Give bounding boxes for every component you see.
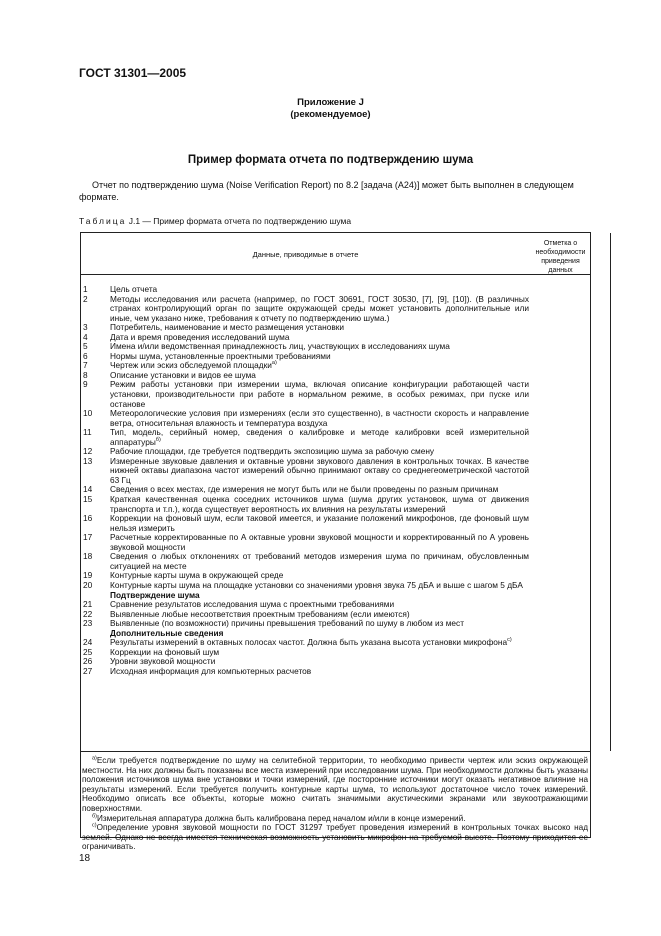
row-text: Нормы шума, установленные проектными требованиями xyxy=(110,350,331,361)
table-caption-text: J.1 — Пример формата отчета по подтверждению шума xyxy=(128,216,352,226)
row-number: 3 xyxy=(83,322,88,333)
row-text: Имена и/или ведомственная принадлежность лиц, участвующих в исследованиях шума xyxy=(110,341,450,352)
row-number: 20 xyxy=(83,579,93,590)
table-row xyxy=(83,457,529,486)
row-number: 25 xyxy=(83,646,93,657)
section-heading: Подтверждение шума xyxy=(110,589,200,600)
footnote-ref: с) xyxy=(507,637,512,644)
row-number: 12 xyxy=(83,446,93,457)
row-number: 23 xyxy=(83,618,93,629)
document-id: ГОСТ 31301—2005 xyxy=(79,66,187,80)
table-row xyxy=(83,514,529,533)
column-header-data: Данные, приводимые в отчете xyxy=(252,250,359,259)
row-text: Сведения о любых отклонениях от требований методов измерения шума по причинам, обусловленным ситуацией на месте xyxy=(110,551,529,571)
row-number: 22 xyxy=(83,608,93,619)
footnote xyxy=(82,814,588,824)
table-row xyxy=(83,667,529,677)
page-heading: Пример формата отчета по подтверждению шума xyxy=(187,154,474,166)
row-text: Контурные карты шума на площадке установки со значениями уровня звука 75 дБА и выше с шагом 5 дБА xyxy=(110,579,523,590)
row-number: 6 xyxy=(83,350,88,361)
row-text: Контурные карты шума в окружающей среде xyxy=(110,570,284,581)
row-text: Методы исследования или расчета (например, по ГОСТ 30691, ГОСТ 30530, [7], [9], [10]). (В различных странах контролирующий орган по защите окружающей среды может установить дополнительные или иные, чем указано ниже, требования к отчету по подтверждению шума.) xyxy=(110,293,529,323)
appendix-title: Приложение J xyxy=(297,97,364,108)
row-text: Чертеж или эскиз обследуемой площадки$^{а)}$ xyxy=(110,360,277,371)
row-text: Тип, модель, серийный номер, сведения о калибровке и методе калибровки всей измерительной аппаратуры$^{б)}$ xyxy=(110,427,529,447)
row-number: 11 xyxy=(83,427,92,438)
appendix-label xyxy=(0,97,661,121)
row-text: Сведения о всех местах, где измерения не могут быть или не были проведены по разным причинам xyxy=(110,484,499,495)
footnote-mark: а) xyxy=(92,755,97,762)
row-number: 10 xyxy=(83,408,93,419)
row-number: 24 xyxy=(83,637,93,648)
row-number: 21 xyxy=(83,599,93,610)
header-divider xyxy=(81,274,590,275)
row-number: 8 xyxy=(83,369,88,380)
footnote-ref: б) xyxy=(155,436,161,443)
table-row xyxy=(83,533,529,552)
row-number: 13 xyxy=(83,455,93,466)
intro-paragraph: Отчет по подтверждению шума (Noise Verification Report) по 8.2 [задача (А24)] может быть выполнен в следующем формате. xyxy=(79,180,574,202)
row-number: 19 xyxy=(83,570,93,581)
row-text: Краткая качественная оценка соседних источников шума (шума других установок, шума от движения транспорта и т.п.), когда существует вероятность их влияния на результаты измерений xyxy=(110,494,529,514)
row-text: Выявленные (по возможности) причины превышения требований по шуму в любом из мест xyxy=(110,618,464,629)
row-number: 9 xyxy=(83,379,88,390)
table-row xyxy=(83,409,529,428)
page-number: 18 xyxy=(79,853,91,864)
footnote-mark: с) xyxy=(92,822,97,829)
table-caption xyxy=(79,216,351,226)
row-number: 5 xyxy=(83,341,88,352)
footnote-mark: б) xyxy=(92,812,97,819)
appendix-subtitle: (рекомендуемое) xyxy=(290,109,371,120)
table-footnotes xyxy=(82,756,588,852)
row-text: Результаты измерений в октавных полосах частот. Должна быть указана высота установки микрофона$^{с)}$ xyxy=(110,637,512,648)
footnote xyxy=(82,823,588,852)
row-text: Выявленные любые несоответствия проектным требованиям (если имеются) xyxy=(110,608,410,619)
row-text: Потребитель, наименование и место размещения установки xyxy=(110,322,344,333)
row-text: Коррекции на фоновый шум xyxy=(110,646,220,657)
table-row xyxy=(83,295,529,324)
footnote-text: Определение уровня звуковой мощности по ГОСТ 31297 требует проведения измерений в контрольных точках высоко над землей. Однако не всегда имеется техническая возможность установить микрофон на требуемой высоте. Поэтому приходится ее ограничивать. xyxy=(82,823,588,852)
column-header-mark: Отметка о необходимости приведения данных xyxy=(535,240,586,274)
row-number: 7 xyxy=(83,360,88,371)
row-text: Сравнение результатов исследования шума с проектными требованиями xyxy=(110,599,395,610)
report-format-table xyxy=(80,232,591,752)
row-number: 17 xyxy=(83,532,93,543)
row-number: 15 xyxy=(83,494,93,505)
footnote-ref: а) xyxy=(271,360,277,367)
row-text: Исходная информация для компьютерных расчетов xyxy=(110,665,312,676)
row-text: Коррекции на фоновый шум, если таковой имеется, и указание положений микрофонов, где фоновый шум нельзя измерить xyxy=(110,513,529,533)
footnote-text: Если требуется подтверждение по шуму на селитебной территории, то необходимо привести чертеж или эскиз окружающей местности. На них должны быть показаны все места измерений при исследовании шума. При необходимости должны быть указаны положения источников шума вне установки и точки измерений, где посторонние источники могут оказать негативное влияние на результаты измерений. Если требуется получить контурные карты шума, то используют достаточное число точек измерений. Необходимо описать все объекты, которые можно считать значимыми акустическими экранами или звукоотражающими поверхностями. xyxy=(82,756,588,813)
row-number: 16 xyxy=(83,513,93,524)
row-number: 27 xyxy=(83,665,93,676)
column-divider xyxy=(610,233,611,751)
row-text: Измеренные звуковые давления и октавные уровни звукового давления в контрольных точках. В качестве нижней октавы диапазона частот измерений обычно принимают октаву со среднегеометрической частотой 63 Гц xyxy=(110,455,529,485)
row-number: 4 xyxy=(83,331,88,342)
row-number: 1 xyxy=(83,284,88,294)
row-text: Цель отчета xyxy=(110,284,158,294)
section-heading: Дополнительные сведения xyxy=(110,627,224,638)
row-number: 14 xyxy=(83,484,93,495)
row-text: Расчетные корректированные по А октавные уровни звуковой мощности и корректированный по А уровень звуковой мощности xyxy=(110,532,529,552)
row-text: Режим работы установки при измерении шума, включая описание конфигурации работающей части установки, производительности при работе в нормальном режиме, в особых режимах, при пуске или останове xyxy=(110,379,529,409)
row-number: 18 xyxy=(83,551,93,562)
row-number: 26 xyxy=(83,656,93,667)
row-text: Метеорологические условия при измерениях (если это существенно), в частности скорость и направление ветра, относительная влажность и температура воздуха xyxy=(110,408,529,428)
table-rows xyxy=(83,285,529,676)
table-row xyxy=(83,552,529,571)
row-text: Рабочие площадки, где требуется подтвердить экспозицию шума за рабочую смену xyxy=(110,446,435,457)
row-text: Уровни звуковой мощности xyxy=(110,656,216,667)
footnote xyxy=(82,756,588,814)
table-row xyxy=(83,428,529,447)
row-number: 2 xyxy=(83,293,88,304)
footnote-text: Измерительная аппаратура должна быть калибрована перед началом и/или в конце измерений. xyxy=(96,813,466,823)
row-text: Описание установки и видов ее шума xyxy=(110,369,256,380)
table-row xyxy=(83,495,529,514)
table-row xyxy=(83,380,529,409)
row-text: Дата и время проведения исследований шума xyxy=(110,331,290,342)
table-caption-prefix: Таблица xyxy=(79,216,127,226)
